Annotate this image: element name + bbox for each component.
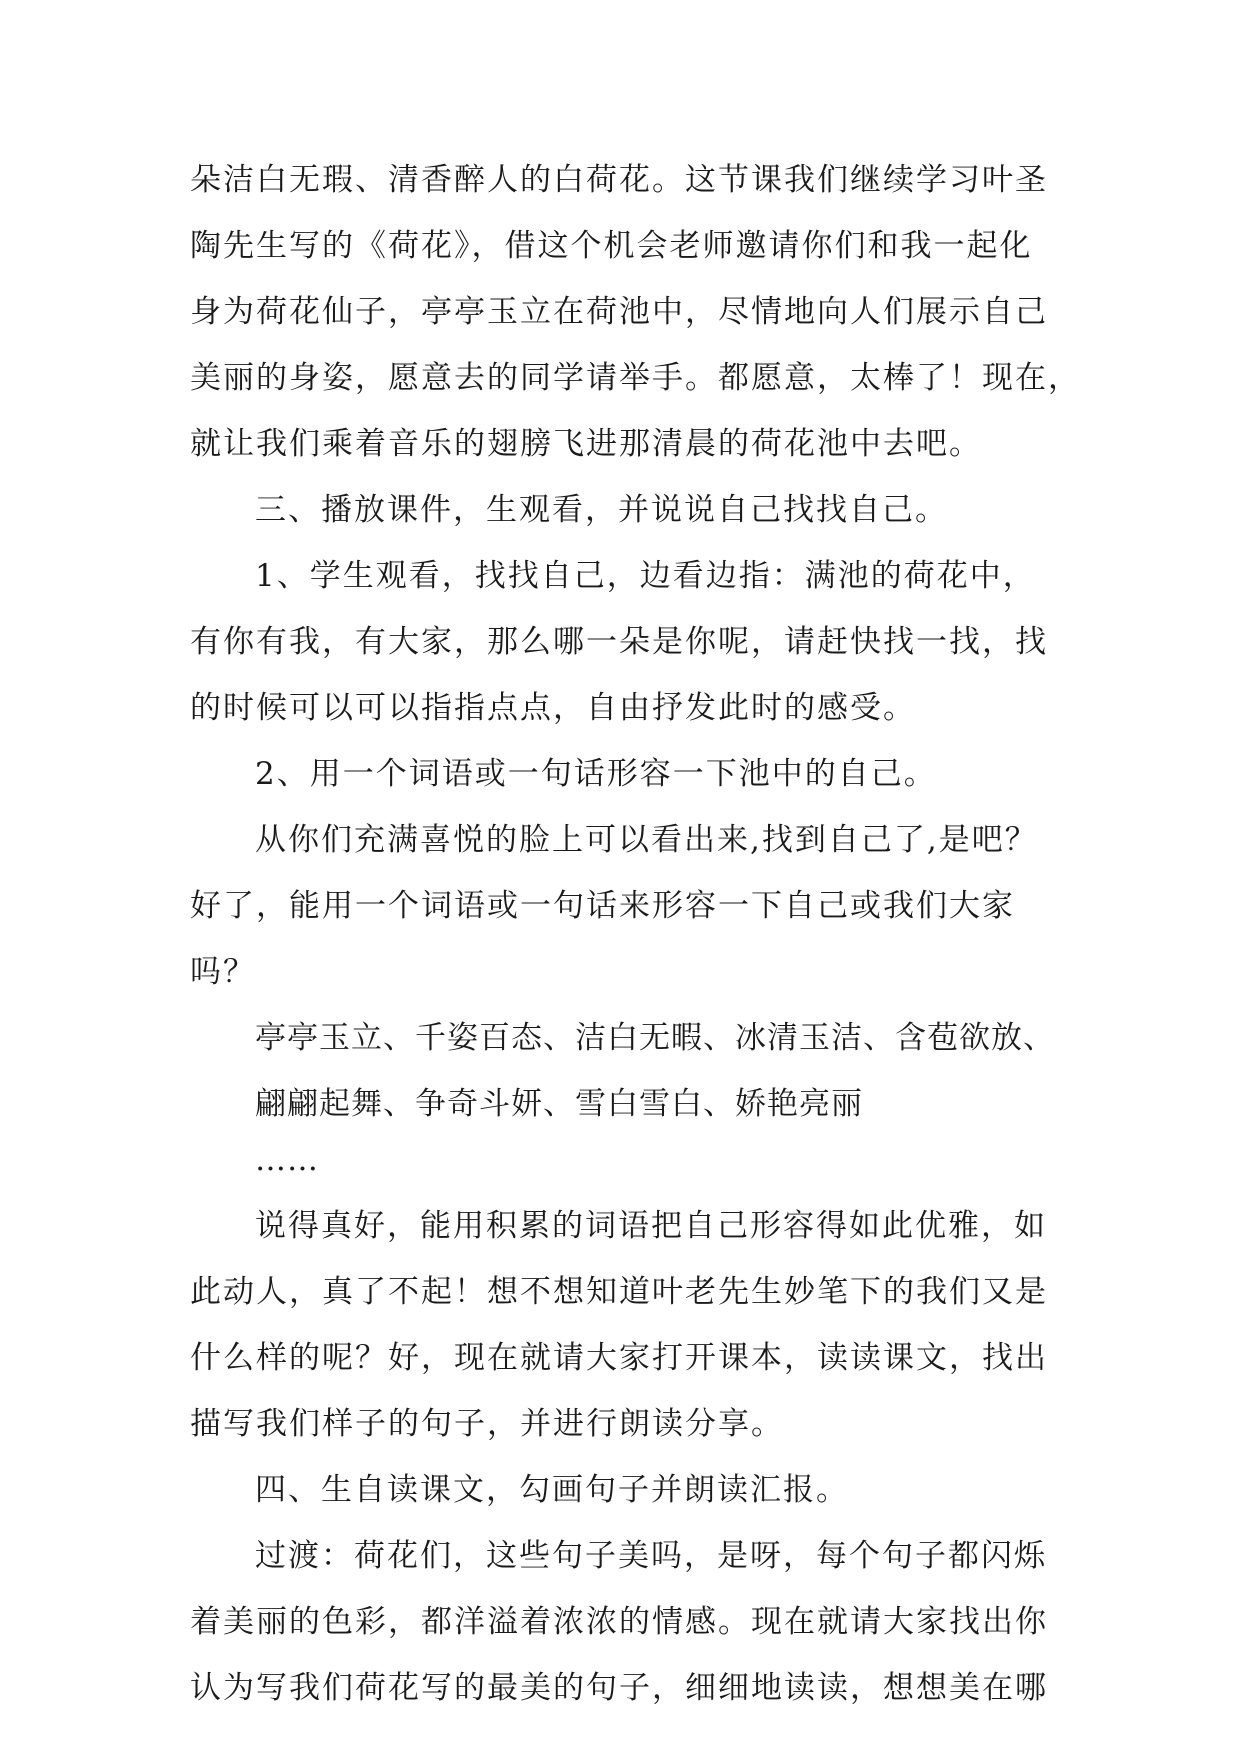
vocab-line: 亭亭玉立、千姿百态、洁白无暇、冰清玉洁、含苞欲放、 [255, 1020, 1055, 1056]
text-line: 2、用一个词语或一句话形容一下池中的自己。 [255, 756, 937, 792]
text-line: 说得真好，能用积累的词语把自己形容得如此优雅，如 [255, 1208, 1047, 1244]
text-line: 身为荷花仙子，亭亭玉立在荷池中，尽情地向人们展示自己 [190, 294, 1048, 330]
text-line: 描写我们样子的句子，并进行朗读分享。 [190, 1406, 784, 1442]
text-line: 有你有我，有大家，那么哪一朵是你呢，请赶快找一找，找 [190, 624, 1048, 660]
text-line: 着美丽的色彩，都洋溢着浓浓的情感。现在就请大家找出你 [190, 1604, 1048, 1640]
text-line: 什么样的呢？好，现在就请大家打开课本，读读课文，找出 [190, 1340, 1048, 1376]
vocab-line: 翩翩起舞、争奇斗妍、雪白雪白、娇艳亮丽 [255, 1086, 863, 1122]
text-line: 此动人，真了不起！想不想知道叶老先生妙笔下的我们又是 [190, 1274, 1048, 1310]
text-line: 就让我们乘着音乐的翅膀飞进那清晨的荷花池中去吧。 [190, 426, 982, 462]
text-line: 朵洁白无瑕、清香醉人的白荷花。这节课我们继续学习叶圣 [190, 162, 1048, 198]
text-line: 美丽的身姿，愿意去的同学请举手。都愿意，太棒了！现在， [190, 360, 1081, 396]
section-heading: 三、播放课件，生观看，并说说自己找找自己。 [255, 492, 948, 528]
text-line: 1、学生观看，找找自己，边看边指：满池的荷花中， [255, 558, 1036, 594]
ellipsis: …… [255, 1142, 319, 1178]
text-line: 从你们充满喜悦的脸上可以看出来,找到自己了,是吧？ [255, 822, 1038, 858]
text-line: 的时候可以可以指指点点，自由抒发此时的感受。 [190, 690, 916, 726]
text-line: 陶先生写的《荷花》，借这个机会老师邀请你们和我一起化 [190, 228, 1033, 264]
text-line: 过渡：荷花们，这些句子美吗，是呀，每个句子都闪烁 [255, 1538, 1047, 1574]
text-line: 认为写我们荷花写的最美的句子，细细地读读，想想美在哪 [190, 1670, 1048, 1706]
text-line: 好了，能用一个词语或一句话来形容一下自己或我们大家 [190, 888, 1015, 924]
text-line: 吗？ [190, 954, 256, 990]
section-heading: 四、生自读课文，勾画句子并朗读汇报。 [255, 1472, 849, 1508]
